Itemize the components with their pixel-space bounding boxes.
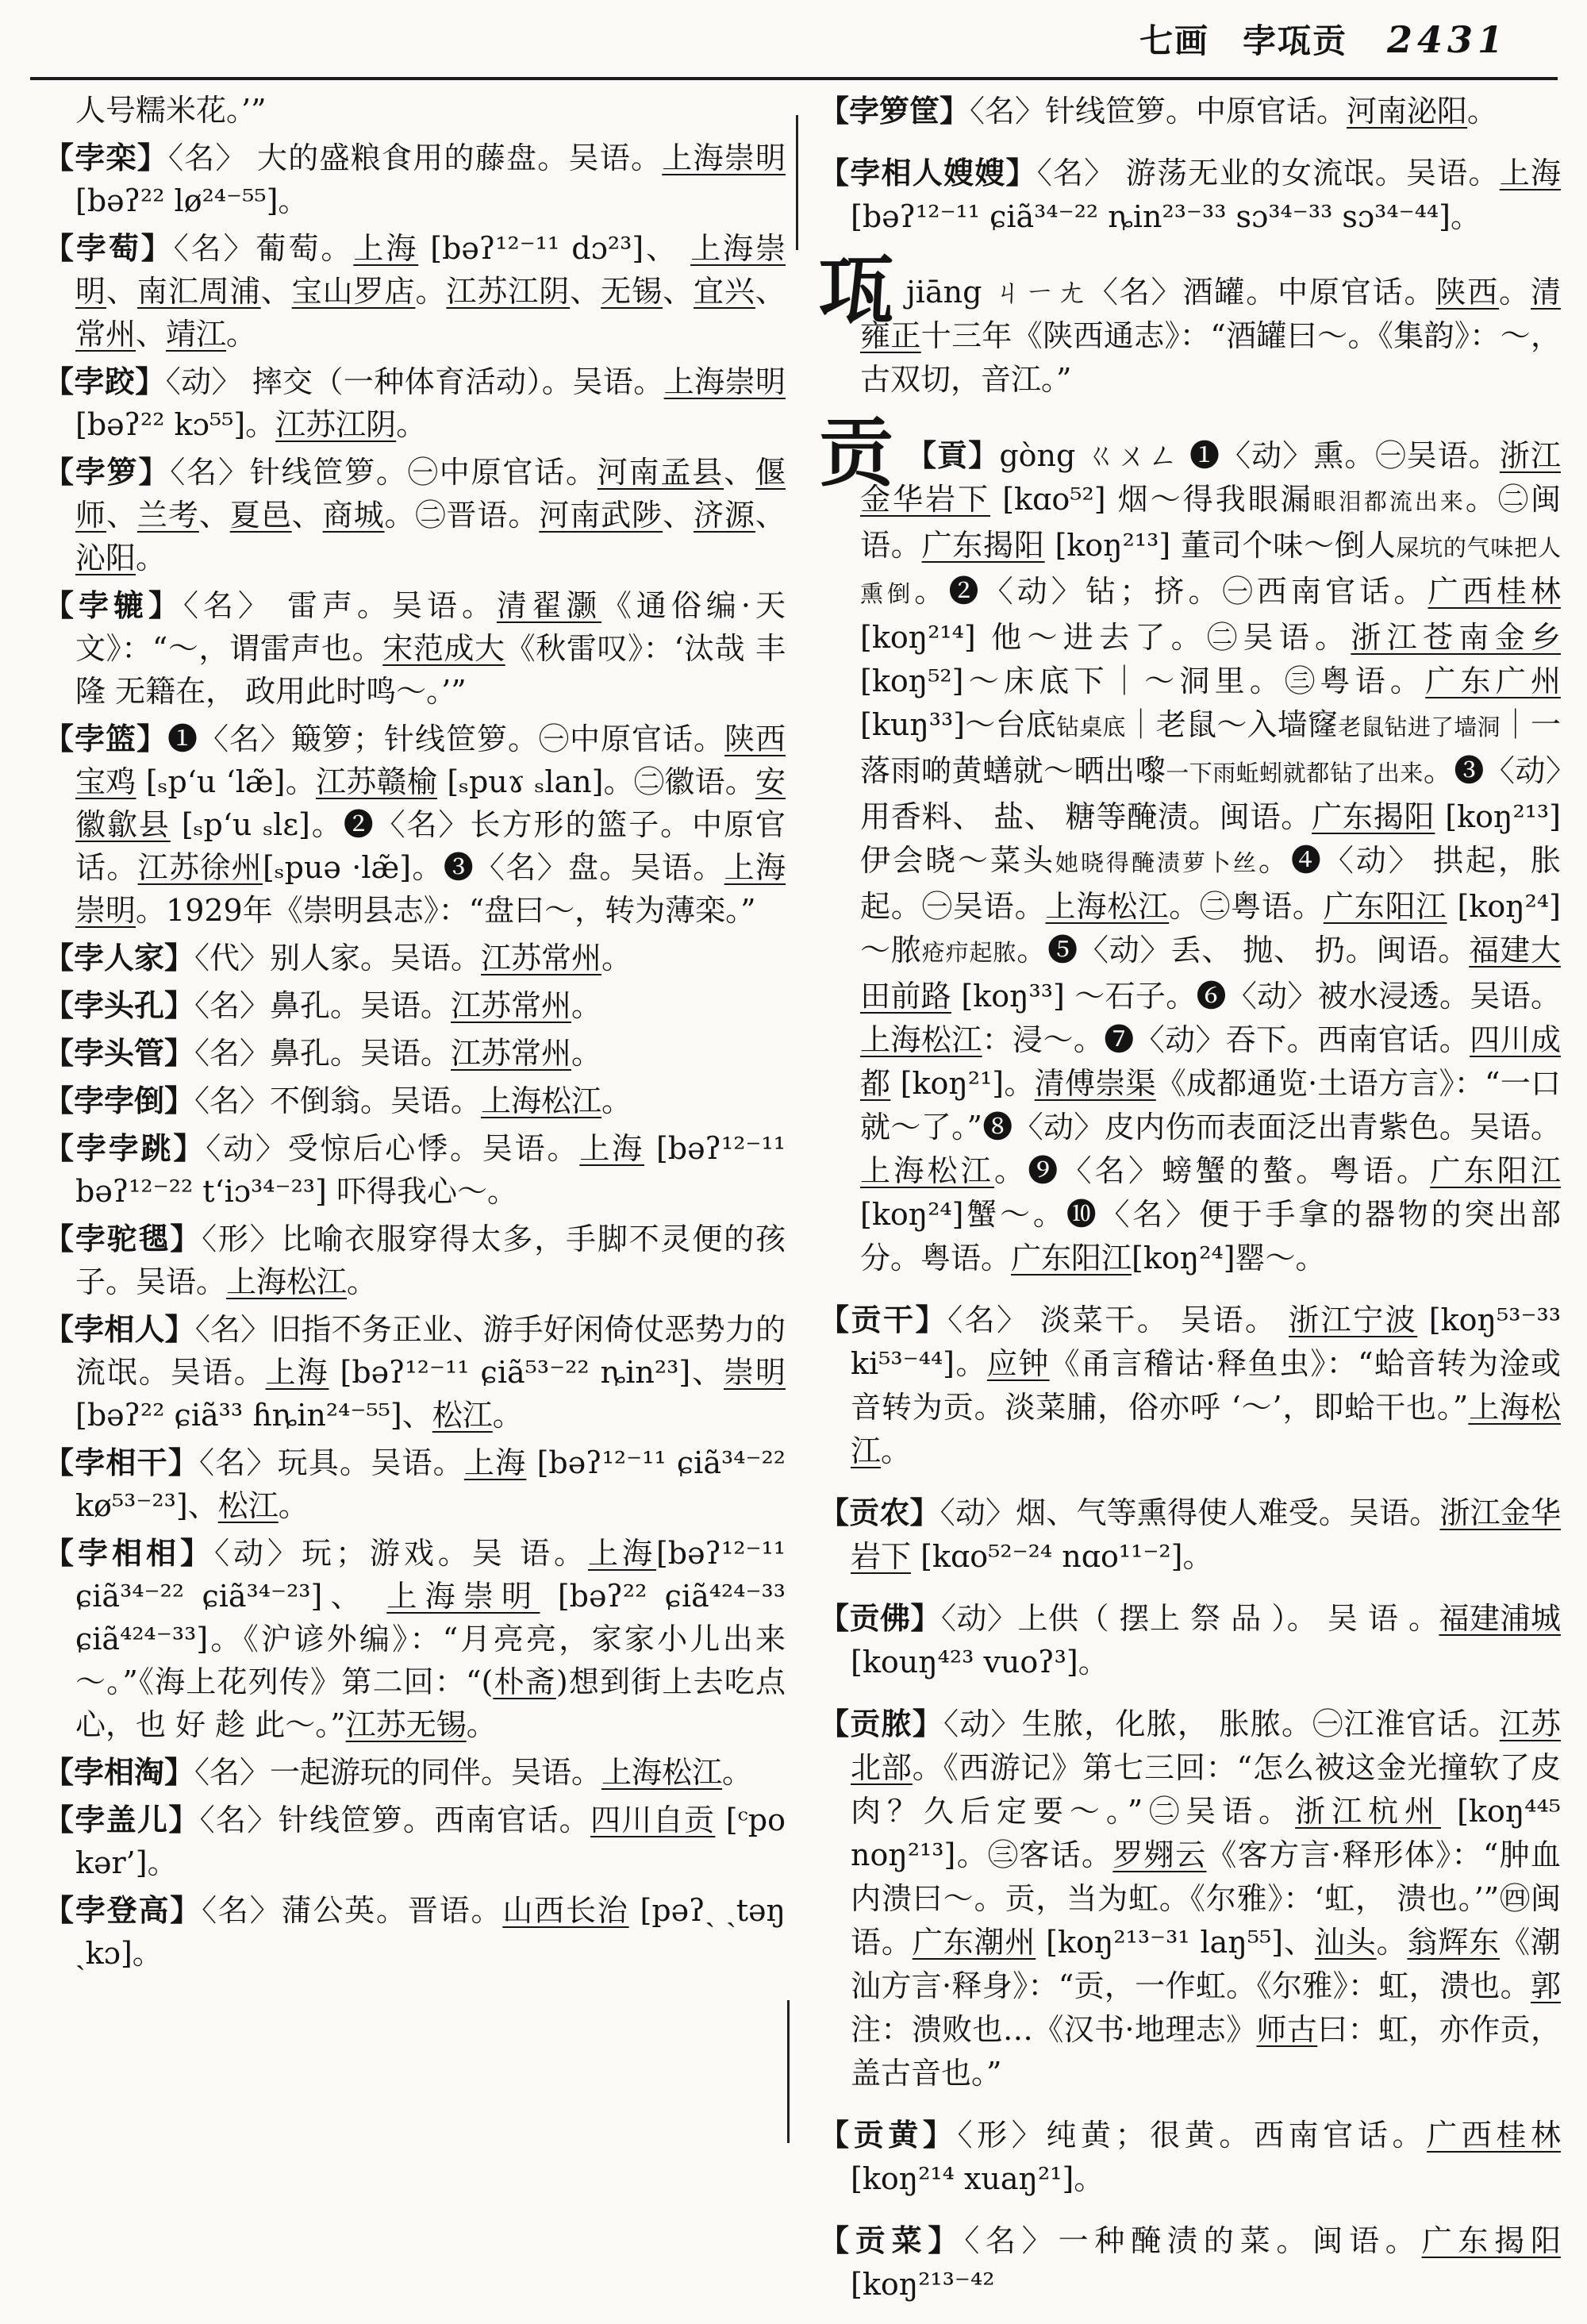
entry-text: [koŋ⁴⁴⁵ noŋ²¹³]。㊂客话。	[851, 1794, 1561, 1872]
entry-text: [kɑo⁵²] 烟～得我眼漏	[990, 482, 1313, 517]
entry-text: 。	[571, 988, 602, 1023]
dictionary-entry	[44, 1127, 786, 1213]
dictionary-entry	[44, 1751, 786, 1794]
entry-text: 。❷〈动〉钻；挤。㊀西南官话。	[914, 574, 1428, 609]
entry-text: jiāng ㄐㄧㄤ〈名〉酒罐。中原官话。	[906, 275, 1436, 310]
place-name: 夏邑	[229, 498, 292, 533]
entry-text: 〈名〉 淡菜干。 吴语。	[947, 1302, 1289, 1337]
entry-text: [koŋ²¹]。	[890, 1066, 1035, 1101]
place-name: 浙江宁波	[1289, 1302, 1418, 1337]
entry-text: 曰：虹，亦作贡，盖古音也。”	[851, 2012, 1561, 2091]
dictionary-entry	[819, 1491, 1561, 1579]
place-name: 广东阳江	[1323, 889, 1447, 924]
place-name: 汕头	[1314, 1925, 1377, 1960]
entry-headword: 【孛跤】	[44, 364, 166, 399]
entry-text: 、	[106, 498, 137, 533]
entry-headword: 【孛篮】	[44, 721, 167, 756]
entry-headword: 【孛辘】	[44, 587, 183, 623]
entry-text: [koŋ²⁴]罂～。	[1132, 1241, 1326, 1276]
entry-text: ❶〈名〉簸箩；针线笸箩。㊀中原官话。	[167, 721, 724, 756]
entry-text: [pəʔˎ ˏtəŋ ˏkɔ]。	[75, 1893, 786, 1971]
dictionary-entry	[44, 937, 786, 979]
place-name: 江苏江阴	[446, 274, 571, 309]
entry-text: 〈动〉 摔交（一种体育活动）。吴语。	[165, 364, 664, 399]
place-name: 广西桂林	[1427, 2118, 1561, 2153]
entry-text: 、	[106, 274, 137, 309]
entry-text: 。	[722, 1755, 753, 1790]
entry-text: 〈动〉上供（ 摆上 祭 品 ）。 吴 语 。	[941, 1601, 1439, 1636]
place-name: 上海	[265, 1355, 329, 1390]
place-name: 河南泌阳	[1347, 94, 1468, 129]
place-name: 应钟	[986, 1346, 1050, 1381]
place-name: 福建浦城	[1439, 1601, 1561, 1636]
dictionary-entry	[819, 1298, 1561, 1473]
entry-headword: 【孛孛跳】	[44, 1130, 206, 1166]
place-name: 无锡	[601, 274, 663, 309]
entry-text: [bəʔ¹²⁻¹¹ bəʔ¹²⁻²² t‘iɔ³⁴⁻²³] 吓得我心～。	[75, 1131, 786, 1209]
place-name: 陕西	[1435, 275, 1500, 310]
entry-text: 〈名〉 游荡无业的女流氓。吴语。	[1036, 156, 1500, 190]
place-name: 上海	[353, 231, 419, 266]
entry-headword: 【孛孛倒】	[44, 1083, 195, 1118]
dictionary-entry	[44, 1079, 786, 1122]
place-name: 上海	[587, 1536, 656, 1571]
entry-headword: 【贡菜】	[819, 2222, 965, 2258]
place-name: 上海崇明	[75, 850, 786, 928]
entry-text: [ₛpuə ·læ̃]。❸〈名〉盘。吴语。	[262, 850, 724, 885]
entry-text: [koŋ²⁴]蟹～。❿〈名〉便于手拿的器物的突出部分。粤语。	[860, 1197, 1561, 1276]
entry-text: [koŋ²¹⁴] 他～进去了。㊁吴语。	[860, 620, 1351, 655]
entry-text: [koŋ²¹³] 伊会晓～菜头	[860, 799, 1561, 878]
entry-text: 、	[291, 498, 323, 533]
dictionary-entry	[44, 227, 786, 356]
entry-text: 。㊁晋语。	[384, 498, 540, 533]
gloss-small: 屎坑的气味把人熏倒	[860, 534, 1561, 607]
entry-text: [ₛpuɤ ₛlan]。㊁徽语。	[437, 764, 755, 799]
place-name: 上海	[1499, 156, 1561, 190]
column-rule-artifact	[787, 2000, 790, 2143]
entry-text: 〈名〉葡萄。	[173, 231, 354, 266]
entry-headword: 【贡黄】	[819, 2117, 958, 2153]
place-name: 朴斋	[493, 1664, 556, 1699]
large-headword-character: 瓨	[819, 247, 894, 334]
entry-text: 、	[260, 274, 292, 309]
entry-headword: 【孛头孔】	[44, 987, 195, 1023]
place-name: 上海崇明	[662, 140, 786, 175]
dictionary-entry	[819, 89, 1561, 133]
entry-text: 〈名〉鼻孔。吴语。	[194, 988, 452, 1023]
entry-text: 《甬言稽诂·释鱼虫》：“蛤音转为淦或音转为贡。淡菜脯，俗亦呼 ‘～’，即蛤干也。”	[851, 1346, 1561, 1425]
entry-text: 。	[492, 1398, 523, 1433]
dictionary-entry	[44, 1441, 786, 1527]
place-name: 广东揭阳	[921, 528, 1045, 563]
entry-text: [bəʔ¹²⁻¹¹ dɔ²³]、	[418, 231, 691, 266]
place-name: 罗翙云	[1112, 1837, 1207, 1872]
place-name: 沁阳	[75, 541, 136, 575]
place-name: 安徽歙县	[75, 764, 786, 842]
entry-text: 〈动〉受惊后心悸。吴语。	[206, 1131, 580, 1166]
entry-headword: 【贡佛】	[819, 1600, 941, 1636]
place-name: 山西长治	[502, 1893, 629, 1928]
place-name: 济源	[694, 498, 755, 533]
place-name: 河南武陟	[539, 498, 663, 533]
entry-text: 《通俗编·天文》：“～，谓雷声也。	[75, 588, 786, 666]
header-stroke-section: 七画	[1139, 21, 1209, 60]
entry-text: 、	[755, 274, 786, 309]
entry-text: 。	[1467, 94, 1498, 129]
entry-text: [koŋ²⁴] ～脓	[860, 889, 1561, 968]
entry-text: 。	[136, 541, 167, 575]
gloss-small: 疮疖起脓	[921, 939, 1017, 966]
entry-headword: 【孛相人嫂嫂】	[819, 155, 1037, 190]
entry-headword: 【孛人家】	[44, 940, 195, 975]
entry-text: 。	[881, 1433, 912, 1468]
entry-text: 。❺〈动〉丢、 抛、 扔。闽语。	[1016, 933, 1470, 968]
place-name: 宜兴	[694, 274, 755, 309]
entry-text: [ᶜpo kər’]。	[75, 1803, 786, 1880]
dictionary-entry	[44, 1889, 786, 1975]
entry-text: 。	[601, 941, 632, 975]
place-name: 偃师	[75, 455, 786, 533]
entry-text: 〈动〉玩；游戏。吴 语。	[213, 1536, 588, 1571]
entry-text: ：浸～。❼〈动〉吞下。西南官话。	[982, 1022, 1470, 1057]
entry-text: 、	[663, 274, 694, 309]
entry-text: 〈名〉一种醃渍的菜。闽语。	[964, 2223, 1422, 2258]
dictionary-entry	[819, 151, 1561, 239]
place-name: 清翟灏	[496, 588, 601, 623]
entry-text: [bəʔ¹²⁻¹¹ ɕiã³⁴⁻²² kø⁵³⁻²³]、	[75, 1445, 786, 1523]
entry-text: 。㊁粤语。	[1169, 889, 1324, 924]
place-name: 上海松江	[860, 1022, 982, 1057]
entry-text: 〈名〉针线笸箩。中原官话。	[970, 94, 1347, 129]
entry-text: [kɑo⁵²⁻²⁴ nɑo¹¹⁻²]。	[911, 1539, 1213, 1574]
dictionary-entry	[819, 247, 1561, 402]
entry-text: 十三年《陕西通志》：“酒罐曰～。《集韵》：～，古双切，音江。”	[860, 318, 1561, 397]
place-name: 四川自贡	[590, 1803, 716, 1837]
entry-text: 、	[198, 498, 230, 533]
entry-text: 〈名〉针线笸箩。㊀中原官话。	[170, 455, 598, 490]
entry-text: 。	[226, 317, 257, 352]
entry-text: 、	[570, 274, 601, 309]
entry-text: 。	[601, 1083, 632, 1118]
entry-headword: 【孛登高】	[44, 1892, 202, 1928]
entry-text: 《成都通览·土语方言》：“一口就～了。”❽〈动〉皮内伤而表面泛出青紫色。吴语。	[860, 1066, 1561, 1145]
dictionary-entry	[44, 89, 786, 132]
place-name: 广东广州	[1425, 664, 1561, 698]
entry-text: [koŋ²¹³⁻³¹ laŋ⁵⁵]、	[1036, 1925, 1315, 1960]
entry-text: [bəʔ¹²⁻¹¹ ɕiã³⁴⁻²² ȵin²³⁻³³ sɔ³⁴⁻³³ sɔ³⁴⁻⁴⁴]。	[851, 199, 1481, 234]
place-name: 上海松江	[1045, 889, 1170, 924]
page-header	[0, 16, 1508, 65]
dictionary-entry	[44, 137, 786, 222]
entry-text: 。❹〈动〉 拱起，胀起。㊀吴语。	[860, 843, 1561, 924]
entry-text: [kuŋ³³]～台底	[860, 707, 1056, 742]
dictionary-entry	[44, 360, 786, 446]
entry-text: 。❸〈动〉用香料、 盐、 糖等醃渍。闽语。	[860, 753, 1561, 834]
dictionary-entry	[44, 1799, 786, 1884]
gloss-small: 一下雨蚯蚓就都钻了出来	[1166, 760, 1424, 787]
entry-text: [ₛp‘u ‘læ̃]。	[136, 764, 316, 799]
left-column	[44, 89, 786, 1980]
entry-text: 〈名〉玩具。吴语。	[199, 1445, 464, 1480]
entry-text: 。❾〈名〉螃蟹的螯。粤语。	[994, 1153, 1431, 1188]
entry-text: 注：溃败也…《汉书·地理志》	[851, 2012, 1257, 2047]
entry-text: 。	[1499, 275, 1531, 310]
entry-text: 。㊁闽语。	[860, 482, 1561, 563]
entry-text: [bəʔ²² ɕiã⁴²⁴⁻³³ ɕiã⁴²⁴⁻³³]。《沪谚外编》：“月亮亮，家家小儿出来～。”《海上花列传》第二回：“(	[75, 1579, 786, 1699]
entry-headword: 【孛驼毸】	[44, 1221, 202, 1256]
place-name: 上海松江	[226, 1264, 348, 1299]
entry-headword: 【孛萄】	[44, 230, 174, 266]
entry-text: 。1929年《崇明县志》：“盘曰～，转为薄栾。”	[136, 893, 756, 928]
entry-text: [bəʔ¹²⁻¹¹ ɕiã⁵³⁻²² ȵin²³]、	[329, 1355, 724, 1390]
place-name: 师古	[1256, 2012, 1318, 2047]
place-name: 商城	[322, 498, 385, 533]
place-name: 松江	[432, 1398, 493, 1433]
entry-text: 〈名〉一起游玩的同伴。吴语。	[194, 1755, 602, 1790]
entry-text: 〈名〉鼻孔。吴语。	[194, 1036, 452, 1071]
entry-text: [koŋ²¹⁴ xuaŋ²¹]。	[851, 2161, 1105, 2196]
gloss-small: 老鼠钻进了墙洞	[1338, 714, 1501, 741]
place-name: 江苏北部	[851, 1706, 1561, 1785]
place-name: 江苏徐州	[137, 850, 263, 885]
place-name: 广东揭阳	[1312, 799, 1435, 834]
dictionary-entry	[819, 410, 1561, 1280]
entry-text: 〈名〉 大的盛粮食用的藤盘。吴语。	[167, 140, 663, 175]
dictionary-entry	[819, 1596, 1561, 1684]
gloss-small: 她晓得醃渍萝卜丝	[1055, 849, 1258, 876]
entry-text: [bəʔ²² ɕiã³³ ɦȵin²⁴⁻⁵⁵]、	[75, 1398, 432, 1433]
place-name: 陕西宝鸡	[75, 721, 786, 799]
place-name: 上海松江	[860, 1153, 994, 1188]
entry-text: ｜一落雨啲黄蟮就～晒出嚟	[860, 707, 1561, 788]
entry-text: 。	[278, 1488, 309, 1523]
place-name: 宝山罗店	[291, 274, 416, 309]
place-name: 清雍正	[860, 275, 1561, 353]
place-name: 上海	[463, 1445, 527, 1480]
entry-text: [bəʔ²² kɔ⁵⁵]。	[75, 407, 276, 442]
place-name: 南汇周浦	[136, 274, 261, 309]
entry-text: [bəʔ¹²⁻¹¹ ɕiã³⁴⁻²² ɕiã³⁴⁻²³]、	[75, 1536, 786, 1614]
entry-text: 、	[663, 498, 694, 533]
dictionary-entry	[819, 2218, 1561, 2307]
entry-text: 〈名〉不倒翁。吴语。	[194, 1083, 482, 1118]
entry-text: 《客方言·释形体》：“肿血内溃曰～。贡，当为虹。《尔雅》：‘虹， 溃也。’”㊃闽语。	[851, 1837, 1561, 1960]
entry-text: 〈代〉别人家。吴语。	[194, 941, 482, 975]
entry-headword: 【贡干】	[819, 1302, 948, 1337]
entry-text: ｜老鼠～入墙窿	[1125, 707, 1339, 742]
place-name: 广东揭阳	[1421, 2223, 1561, 2258]
entry-headword: 【孛栾】	[44, 140, 168, 175]
entry-text: 。	[1376, 1925, 1408, 1960]
header-headwords: 孛瓨贡	[1242, 21, 1347, 60]
entry-text: 〈动〉生脓，化脓， 胀脓。㊀江淮官话。	[943, 1706, 1500, 1741]
dictionary-entry	[44, 1532, 786, 1746]
place-name: 宋范成大	[382, 631, 505, 666]
entry-text: 、	[136, 317, 167, 352]
entry-text: [kouŋ⁴²³ vuoʔ³]。	[851, 1645, 1109, 1680]
entry-text: 〈名〉蒲公英。晋语。	[202, 1893, 503, 1928]
gloss-small: 钻桌底	[1055, 714, 1126, 741]
place-name: 松江	[217, 1488, 279, 1523]
place-name: 上海崇明	[386, 1579, 540, 1614]
entry-text: 〈形〉纯黄；很黄。西南官话。	[957, 2118, 1428, 2153]
entry-text: 。	[466, 1707, 497, 1742]
dictionary-entry	[44, 1032, 786, 1075]
dictionary-entry	[44, 984, 786, 1027]
entry-text: 《潮汕方言·释身》：“贡，一作虹。《尔雅》：虹，溃也。	[851, 1925, 1561, 2003]
place-name: 江苏常州	[481, 941, 602, 975]
place-name: 上海松江	[601, 1755, 723, 1790]
place-name: 靖江	[166, 317, 227, 352]
place-name: 上海	[579, 1131, 645, 1166]
place-name: 上海崇明	[75, 231, 786, 309]
place-name: 浙江金华岩下	[851, 1495, 1561, 1574]
place-name: 兰考	[136, 498, 199, 533]
place-name: 上海松江	[481, 1083, 602, 1118]
entry-text: 。《西游记》第七三回：“怎么被这金光撞软了皮肉？久后定要～。”㊁吴语。	[851, 1750, 1561, 1829]
place-name: 浙江杭州	[1295, 1794, 1442, 1829]
place-name: 广东阳江	[1011, 1241, 1132, 1276]
place-name: 广东潮州	[912, 1925, 1036, 1960]
entry-text: [koŋ³³] ～石子。❻〈动〉被水浸透。吴语。	[951, 979, 1561, 1014]
entry-headword: 【孛箩】	[44, 454, 171, 490]
entry-headword: 【孛相人】	[44, 1311, 195, 1347]
entry-text: )想到街上去吃点心，也 好 趁 此～。”	[75, 1664, 786, 1742]
place-name: 翁辉东	[1407, 1925, 1501, 1960]
place-name: 广西桂林	[1428, 574, 1561, 609]
entry-text: 。	[571, 1036, 602, 1071]
place-name: 江苏赣榆	[315, 764, 437, 799]
column-rule-artifact	[796, 115, 798, 250]
entry-text: [koŋ²¹³] 董司个味～倒人	[1044, 528, 1397, 563]
dictionary-entry	[44, 1308, 786, 1437]
entry-text: [koŋ⁵²]～床底下｜～洞里。㊂粤语。	[860, 664, 1426, 698]
place-name: 上海崇明	[663, 364, 786, 399]
entry-text: 〈名〉旧指不务正业、游手好闲倚仗恶势力的流氓。吴语。	[75, 1312, 786, 1390]
place-name: 河南孟县	[597, 455, 724, 490]
entry-text: 人号糯米花。’”	[75, 93, 267, 128]
entry-headword: 【孛相相】	[44, 1535, 214, 1571]
entry-text: 《秋雷叹》：‘汰哉 丰 隆 无籍在， 政用此时鸣～。’”	[75, 631, 786, 709]
place-name: 广东阳江	[1430, 1153, 1561, 1188]
entry-text: 〈名〉 雷声。吴语。	[183, 588, 497, 623]
entry-text: [bəʔ²² lø²⁴⁻⁵⁵]。	[75, 183, 309, 218]
dictionary-entry	[44, 584, 786, 713]
entry-headword: 【孛盖儿】	[44, 1802, 200, 1837]
entry-headword: 【孛相淘】	[44, 1754, 195, 1790]
place-name: 浙江苍南金乡	[1351, 620, 1561, 655]
entry-text: 。	[415, 274, 447, 309]
entry-text: 、	[755, 498, 786, 533]
dictionary-entry	[819, 2113, 1561, 2201]
right-column	[819, 89, 1561, 2324]
page-number: 2431	[1386, 18, 1508, 61]
place-name: 常州	[75, 317, 136, 352]
entry-text: 。	[347, 1264, 378, 1299]
entry-headword: 【孛箩筐】	[819, 93, 970, 129]
entry-text: 〈动〉烟、气等熏得使人难受。吴语。	[940, 1495, 1440, 1530]
large-headword-character: 贡	[819, 410, 894, 497]
entry-text: 、	[724, 455, 755, 490]
place-name: 江苏无锡	[345, 1707, 467, 1742]
dictionary-entry	[819, 1702, 1561, 2095]
entry-headword: 【贡脓】	[819, 1706, 943, 1741]
place-name: 上海松江	[851, 1390, 1561, 1468]
place-name: 四川成都	[860, 1022, 1561, 1101]
entry-text: 〈名〉针线笸箩。西南官话。	[199, 1803, 591, 1837]
place-name: 浙江金华岩下	[860, 438, 1561, 517]
place-name: 江苏常州	[451, 988, 572, 1023]
entry-headword: 【貢】	[906, 437, 1000, 473]
place-name: 崇明	[724, 1355, 786, 1390]
entry-text: 。	[396, 407, 427, 442]
header-rule	[30, 77, 1558, 80]
entry-text: 〈形〉比喻衣服穿得太多，手脚不灵便的孩子。吴语。	[75, 1222, 786, 1299]
place-name: 清傅崇渠	[1034, 1066, 1156, 1101]
place-name: 福建大田前路	[860, 933, 1561, 1014]
place-name: 郭	[1530, 1968, 1561, 2003]
dictionary-entry	[44, 451, 786, 579]
place-name: 江苏常州	[451, 1036, 572, 1071]
entry-headword: 【孛相干】	[44, 1445, 200, 1480]
entry-text: [ₛp‘u ₛlɛ]。❷〈名〉长方形的篮子。中原官话。	[75, 807, 786, 885]
entry-text: [koŋ²¹³⁻⁴²	[851, 2267, 995, 2302]
entry-text: [koŋ⁵³⁻³³ ki⁵³⁻⁴⁴]。	[851, 1302, 1561, 1381]
place-name: 江苏江阴	[275, 407, 397, 442]
gloss-small: 眼泪都流出来	[1312, 488, 1466, 515]
entry-headword: 【孛头管】	[44, 1035, 195, 1071]
entry-text: gòng ㄍㄨㄥ ❶〈动〉熏。㊀吴语。	[999, 438, 1500, 473]
dictionary-entry	[44, 718, 786, 932]
dictionary-entry	[44, 1218, 786, 1303]
entry-headword: 【贡农】	[819, 1495, 940, 1530]
